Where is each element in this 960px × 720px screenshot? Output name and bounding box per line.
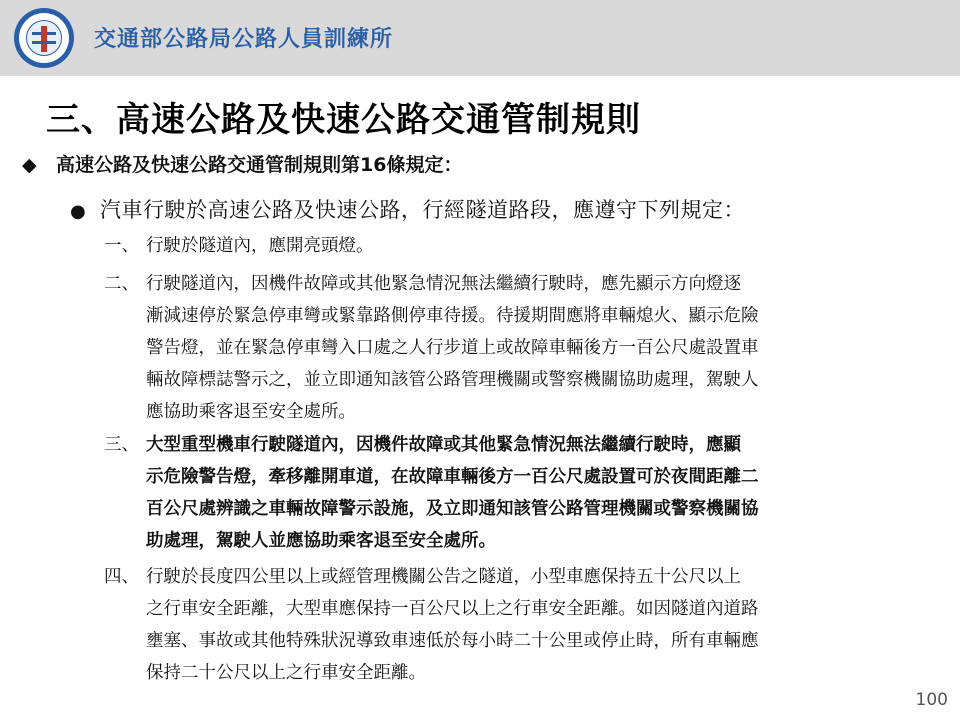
rule-number: 二、 <box>104 274 139 294</box>
rule-line: 示危險警告燈，牽移離開車道，在故障車輛後方一百公尺處設置可於夜間距離二 <box>146 467 759 487</box>
rule-item-2 <box>104 268 894 428</box>
rule-item-3 <box>104 429 894 557</box>
rule-line: 漸減速停於緊急停車彎或緊靠路側停車待援。待援期間應將車輛熄火、顯示危險 <box>146 306 759 326</box>
rule-line: 行駛於隧道內，應開亮頭燈。 <box>146 236 374 256</box>
rule-line: 之行車安全距離，大型車應保持一百公尺以上之行車安全距離。如因隧道內道路 <box>146 599 759 619</box>
circle-bullet-icon: ● <box>70 201 87 222</box>
page-number: 100 <box>915 690 948 710</box>
rule-line: 行駛隧道內，因機件故障或其他緊急情況無法繼續行駛時，應先顯示方向燈逐 <box>146 274 741 294</box>
header-bar <box>0 0 960 76</box>
organization-name: 交通部公路局公路人員訓練所 <box>94 27 394 52</box>
rule-line: 應協助乘客退至安全處所。 <box>146 402 356 422</box>
section-heading <box>22 150 462 177</box>
rule-number: 四、 <box>104 567 139 587</box>
rule-line: 百公尺處辨識之車輛故障警示設施，及立即通知該管公路管理機關或警察機關協 <box>146 499 759 519</box>
rule-line: 大型重型機車行駛隧道內，因機件故障或其他緊急情況無法繼續行駛時，應顯 <box>146 435 741 455</box>
rule-line: 行駛於長度四公里以上或經管理機關公告之隧道，小型車應保持五十公尺以上 <box>146 567 741 587</box>
rule-number: 三、 <box>104 435 139 455</box>
rule-line: 輛故障標誌警示之，並立即通知該管公路管理機關或警察機關協助處理，駕駛人 <box>146 370 759 390</box>
rule-item-4 <box>104 561 894 689</box>
rule-line: 壅塞、事故或其他特殊狀況導致車速低於每小時二十公里或停止時，所有車輛應 <box>146 631 759 651</box>
rule-line: 保持二十公尺以上之行車安全距離。 <box>146 663 426 683</box>
rule-line: 助處理，駕駛人並應協助乘客退至安全處所。 <box>146 531 496 551</box>
training-institute-logo-icon <box>14 8 74 68</box>
rule-line: 警告燈，並在緊急停車彎入口處之人行步道上或故障車輛後方一百公尺處設置車 <box>146 338 759 358</box>
rule-item-1 <box>104 230 894 262</box>
sub-heading-text: 汽車行駛於高速公路及快速公路，行經隧道路段，應遵守下列規定： <box>100 198 745 222</box>
section-heading-text: 高速公路及快速公路交通管制規則第16條規定： <box>56 154 463 176</box>
diamond-bullet-icon: ◆ <box>22 154 37 176</box>
slide-title: 三、高速公路及快速公路交通管制規則 <box>46 100 641 140</box>
sub-heading <box>70 194 745 224</box>
rule-number: 一、 <box>104 236 139 256</box>
